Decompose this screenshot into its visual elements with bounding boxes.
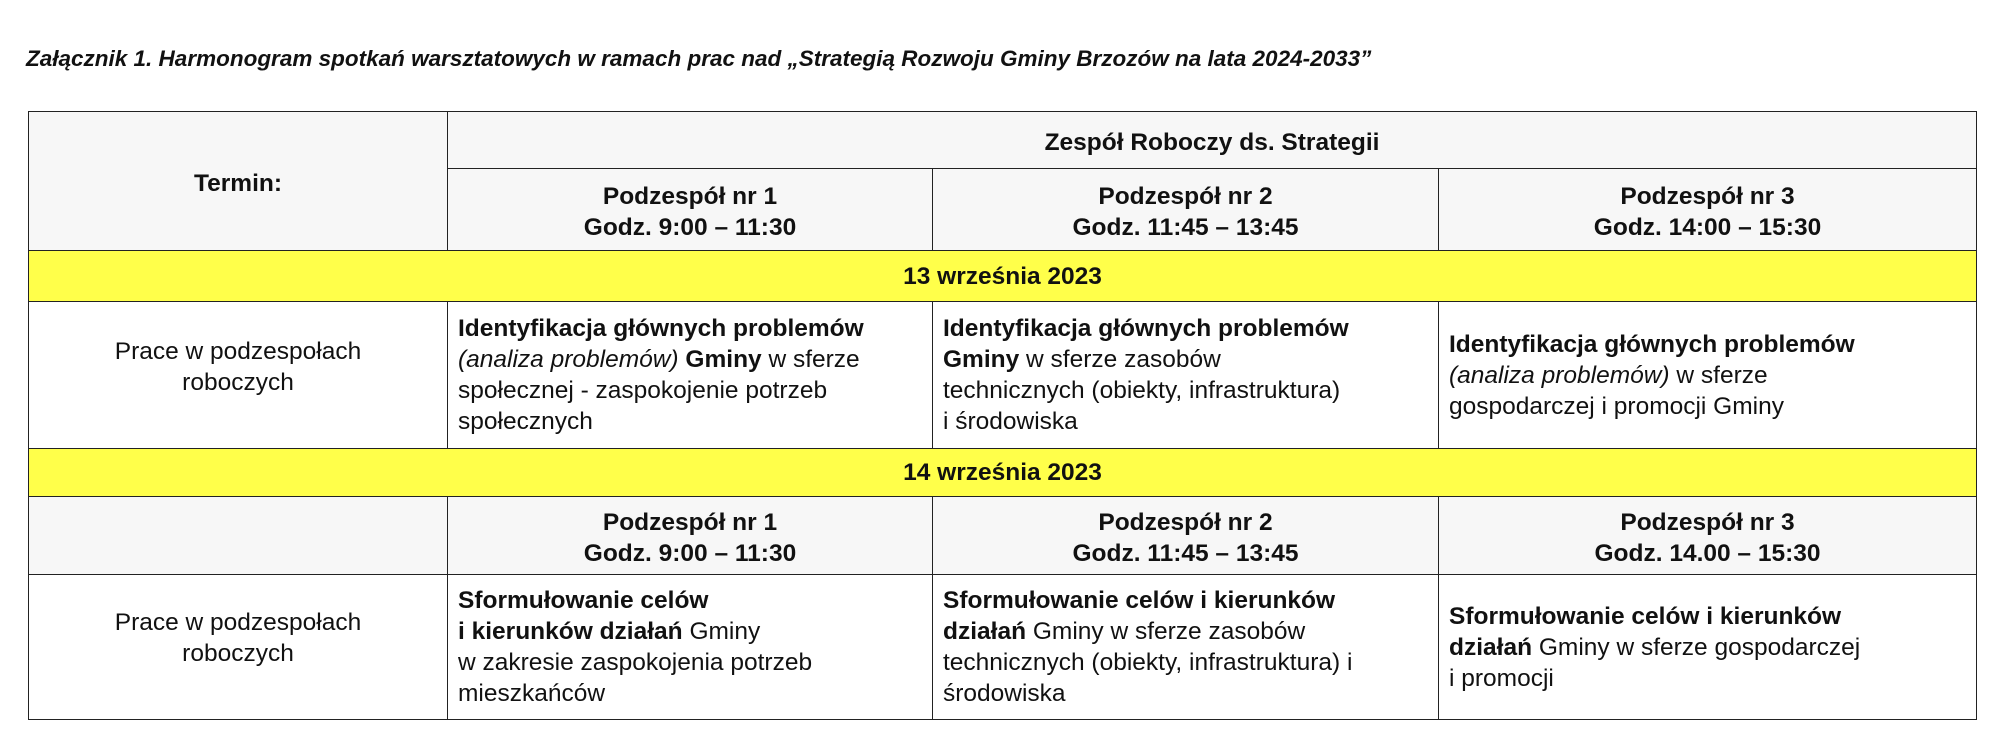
group-time: Godz. 9:00 – 11:30 bbox=[583, 213, 797, 241]
task-cell-2-3: Sformułowanie celów i kierunków działań Gminy w sferze gospodarczej i promocji bbox=[1439, 575, 1977, 720]
table-row bbox=[29, 302, 1977, 449]
group-name: Podzespół nr 3 bbox=[1620, 508, 1795, 536]
group-name: Podzespół nr 1 bbox=[602, 508, 778, 536]
group-time: Godz. 9:00 – 11:30 bbox=[583, 539, 797, 567]
group-time: Godz. 11:45 – 13:45 bbox=[1072, 539, 1299, 567]
group-header-1 bbox=[448, 169, 933, 251]
group-header-2-2 bbox=[933, 497, 1439, 575]
table-row bbox=[29, 449, 1977, 497]
group-name: Podzespół nr 3 bbox=[1620, 182, 1795, 210]
table-row bbox=[29, 251, 1977, 302]
row-label-1: Prace w podzespołach roboczych bbox=[29, 302, 448, 449]
table-row bbox=[29, 112, 1977, 169]
group-header-3 bbox=[1439, 169, 1977, 251]
date-row-1: 13 września 2023 bbox=[29, 251, 1977, 302]
group-name: Podzespół nr 2 bbox=[1098, 508, 1273, 536]
group-time: Godz. 11:45 – 13:45 bbox=[1072, 213, 1299, 241]
group-time: Godz. 14.00 – 15:30 bbox=[1594, 539, 1821, 567]
task-cell-1-2: Identyfikacja głównych problemów Gminy w sferze zasobów technicznych (obiekty, infrastruktura) i środowiska bbox=[933, 302, 1439, 449]
table-row bbox=[29, 497, 1977, 575]
task-cell-1-1: Identyfikacja głównych problemów (analiza problemów) Gminy w sferze społecznej - zaspokojenie potrzeb społecznych bbox=[448, 302, 933, 449]
empty-header-cell bbox=[29, 497, 448, 575]
table-row bbox=[29, 575, 1977, 720]
date-row-2: 14 września 2023 bbox=[29, 449, 1977, 497]
task-cell-1-3: Identyfikacja głównych problemów (analiza problemów) w sferze gospodarczej i promocji Gminy bbox=[1439, 302, 1977, 449]
group-header-2-3 bbox=[1439, 497, 1977, 575]
group-time: Godz. 14:00 – 15:30 bbox=[1593, 213, 1822, 241]
termin-header: Termin: bbox=[29, 112, 448, 251]
group-name: Podzespół nr 1 bbox=[602, 182, 778, 210]
schedule-table bbox=[28, 111, 1977, 720]
team-header: Zespół Roboczy ds. Strategii bbox=[448, 112, 1977, 169]
task-cell-2-1: Sformułowanie celów i kierunków działań Gminy w zakresie zaspokojenia potrzeb mieszkańców bbox=[448, 575, 933, 720]
row-label-2: Prace w podzespołach roboczych bbox=[29, 575, 448, 720]
group-header-2 bbox=[933, 169, 1439, 251]
page-caption: Załącznik 1. Harmonogram spotkań warsztatowych w ramach prac nad „Strategią Rozwoju Gminy Brzozów na lata 2024-2033” bbox=[26, 46, 1372, 71]
task-cell-2-2: Sformułowanie celów i kierunków działań Gminy w sferze zasobów technicznych (obiekty, infrastruktura) i środowiska bbox=[933, 575, 1439, 720]
group-name: Podzespół nr 2 bbox=[1098, 182, 1273, 210]
group-header-2-1 bbox=[448, 497, 933, 575]
